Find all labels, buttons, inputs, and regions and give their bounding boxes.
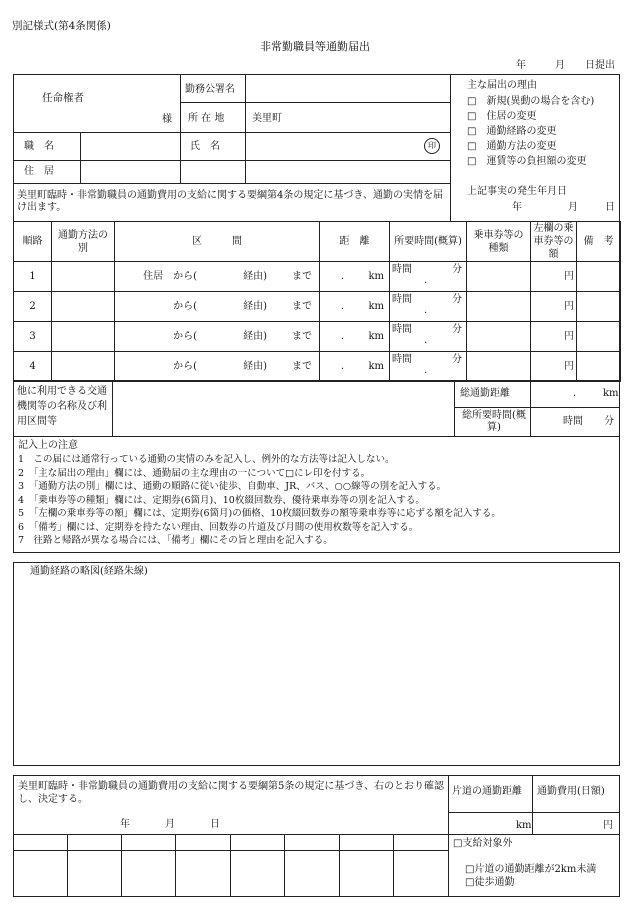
total-time-label: 総所要時間(概算) (462, 410, 526, 433)
walking-checkbox[interactable]: □徒歩通勤 (465, 877, 515, 888)
distance-cell[interactable] (320, 292, 390, 322)
dept-label: 勤務公署名 (185, 84, 235, 95)
stamp-divider (67, 834, 68, 897)
other-transport-field[interactable] (113, 381, 453, 435)
note-item: 6 「備考」欄には、定期券を持たない理由、回数券の片道及び月間の使用枚数等を記入する。 (18, 521, 419, 533)
col-method: 通勤方法の別 (52, 222, 115, 262)
hour-unit: 時間 (392, 324, 412, 335)
reasons-title: 主な届出の理由 (467, 80, 537, 91)
time-cell[interactable] (390, 292, 467, 322)
remarks-cell[interactable] (577, 262, 621, 292)
position-label: 職 名 (24, 141, 54, 152)
time-cell[interactable] (390, 322, 467, 352)
time-dot: . (424, 335, 428, 346)
col-time: 所要時間(概算) (390, 222, 467, 262)
note-item: 7 往路と帰路が異なる場合には、「備考」欄にその旨と理由を記入する。 (18, 535, 333, 546)
col-seq: 順路 (14, 222, 52, 262)
distance-dot: . (340, 301, 344, 312)
sama-label: 様 (162, 114, 172, 125)
yen-unit: 円 (564, 271, 574, 282)
table-row (14, 322, 621, 352)
distance-dot: . (340, 331, 344, 342)
submit-month-label: 月 (555, 60, 565, 71)
from-text: から( (173, 331, 197, 342)
hour-unit: 時間 (392, 294, 412, 305)
col-remarks: 備 考 (577, 222, 621, 262)
ticket-cell[interactable] (467, 292, 531, 322)
time-dot: . (424, 365, 428, 376)
confirm-year: 年 (120, 819, 130, 830)
minute-unit: 分 (452, 354, 462, 365)
confirm-day: 日 (210, 819, 220, 830)
daily-cost-yen-unit: 円 (603, 820, 613, 831)
fare-cell[interactable] (531, 352, 577, 382)
method-cell[interactable] (52, 292, 115, 322)
declaration-text: 美里町臨時・非常勤職員の通勤費用の支給に関する要綱第4条の規定に基づき、通勤の実情を届け出ます。 (17, 190, 443, 213)
from-text: から( (173, 301, 197, 312)
remarks-cell[interactable] (577, 292, 621, 322)
method-cell[interactable] (52, 262, 115, 292)
confirm-month: 月 (165, 819, 175, 830)
occurrence-label: 上記事実の発生年月日 (467, 186, 567, 197)
via-text: 経由) (243, 271, 267, 282)
route-table (13, 221, 621, 382)
occurrence-day: 日 (605, 202, 615, 213)
section-cell[interactable] (115, 352, 320, 382)
occurrence-month: 月 (568, 202, 578, 213)
distance-dot: . (340, 361, 344, 372)
km-unit: km (368, 301, 384, 312)
stamp-divider (393, 834, 394, 897)
to-text: まで (292, 301, 312, 312)
yen-unit: 円 (564, 331, 574, 342)
section-cell[interactable] (115, 292, 320, 322)
stamp-divider (339, 834, 340, 897)
route-no: 4 (14, 352, 52, 382)
dept-field[interactable] (246, 75, 449, 101)
col-ticket: 乗車券等の種類 (467, 222, 531, 262)
ticket-cell[interactable] (467, 262, 531, 292)
distance-cell[interactable] (320, 262, 390, 292)
from-text: 住居 から( (143, 271, 197, 282)
reason-new-checkbox[interactable]: □ 新規(異動の場合を含む) (467, 96, 595, 107)
ticket-cell[interactable] (467, 352, 531, 382)
one-way-distance-label: 片道の通勤距離 (452, 786, 522, 797)
route-no: 1 (14, 262, 52, 292)
via-text: 経由) (243, 331, 267, 342)
col-section: 区 間 (115, 222, 320, 262)
stamp-divider (175, 834, 176, 897)
route-no: 2 (14, 292, 52, 322)
seal-mark: 印 (424, 138, 440, 154)
minute-unit: 分 (452, 324, 462, 335)
total-distance-dot: . (573, 388, 577, 399)
remarks-cell[interactable] (577, 352, 621, 382)
reason-method-checkbox[interactable]: □ 通勤方法の変更 (467, 141, 557, 152)
total-time-hour: 時間 (563, 416, 583, 427)
confirmation-text: 美里町臨時・非常勤職員の通勤費用の支給に関する要綱第5条の規定に基づき、右のとおり確認し、決定する。 (18, 781, 444, 805)
distance-dot: . (340, 271, 344, 282)
occurrence-year: 年 (512, 202, 522, 213)
to-text: まで (292, 361, 312, 372)
hour-unit: 時間 (392, 264, 412, 275)
fare-cell[interactable] (531, 262, 577, 292)
table-row (14, 292, 621, 322)
under-2km-checkbox[interactable]: □片道の通勤距離が2km未満 (465, 864, 597, 875)
reason-route-checkbox[interactable]: □ 通勤経路の変更 (467, 126, 557, 137)
time-dot: . (424, 275, 428, 286)
stamp-divider (230, 834, 231, 897)
position-field[interactable] (81, 133, 179, 159)
form-title: 非常勤職員等通勤届出 (260, 40, 370, 53)
remarks-cell[interactable] (577, 322, 621, 352)
note-item: 4 「乗車券等の種類」欄には、定期券(6箇月)、10枚綴回数券、優待乗車券等の別を記入する。 (18, 494, 425, 506)
note-item: 2 「主な届出の理由」欄には、通勤届の主な理由の一について□にレ印を付する。 (18, 467, 371, 479)
fare-cell[interactable] (531, 292, 577, 322)
km-unit: km (368, 271, 384, 282)
route-no: 3 (14, 322, 52, 352)
name-label: 氏 名 (190, 141, 220, 152)
form-number: 別記様式(第4条関係) (12, 20, 111, 32)
ticket-cell[interactable] (467, 322, 531, 352)
method-cell[interactable] (52, 322, 115, 352)
yen-unit: 円 (564, 361, 574, 372)
table-row (14, 262, 621, 292)
total-distance-km: km (603, 388, 619, 399)
km-unit: km (368, 361, 384, 372)
appointer-label: 任命権者 (42, 92, 84, 104)
to-text: まで (292, 331, 312, 342)
note-item: 1 この届には通常行っている通勤の実情のみを記入し、例外的な方法等は記入しない。 (18, 454, 395, 465)
location-label: 所 在 地 (188, 113, 225, 124)
other-transport-label: 他に利用できる交通機関等の名称及び利用区間等 (17, 386, 107, 427)
col-fare: 左欄の乗車券等の額 (531, 222, 577, 262)
minute-unit: 分 (452, 294, 462, 305)
name-field[interactable] (246, 133, 421, 159)
table-row (14, 352, 621, 382)
section-cell[interactable] (115, 322, 320, 352)
not-eligible-checkbox[interactable]: □支給対象外 (453, 838, 513, 849)
reason-address-checkbox[interactable]: □ 住居の変更 (467, 111, 537, 122)
notes-title: 記入上の注意 (18, 440, 78, 451)
address-field[interactable] (81, 161, 449, 182)
fare-cell[interactable] (531, 322, 577, 352)
col-distance: 距 離 (320, 222, 390, 262)
time-dot: . (424, 305, 428, 316)
route-map-title: 通勤経路の略図(経路朱線) (30, 566, 148, 577)
method-cell[interactable] (52, 352, 115, 382)
stamp-divider (284, 834, 285, 897)
one-way-km-unit: km (516, 820, 532, 831)
note-item: 3 「通勤方法の別」欄には、通勤の順路に従い徒歩、自動車、JR、バス、○○線等の別を記入する。 (18, 481, 447, 492)
to-text: まで (292, 271, 312, 282)
total-distance-label: 総通勤距離 (460, 388, 510, 399)
time-cell[interactable] (390, 352, 467, 382)
reason-fare-checkbox[interactable]: □ 運賃等の負担額の変更 (467, 156, 587, 167)
hour-unit: 時間 (392, 354, 412, 365)
distance-cell[interactable] (320, 352, 390, 382)
via-text: 経由) (243, 361, 267, 372)
stamp-divider (121, 834, 122, 897)
location-value[interactable]: 美里町 (252, 113, 282, 124)
km-unit: km (368, 331, 384, 342)
via-text: 経由) (243, 301, 267, 312)
route-map-area[interactable] (13, 562, 620, 766)
daily-cost-label: 通勤費用(日額) (537, 786, 605, 797)
notes-list (18, 453, 501, 548)
reasons-list (467, 94, 594, 169)
address-label: 住 居 (24, 166, 54, 177)
from-text: から( (173, 361, 197, 372)
yen-unit: 円 (564, 301, 574, 312)
submit-day-label: 日提出 (585, 60, 615, 71)
time-cell[interactable] (390, 262, 467, 292)
section-cell[interactable] (115, 262, 320, 292)
submit-year-label: 年 (516, 60, 526, 71)
minute-unit: 分 (452, 264, 462, 275)
distance-cell[interactable] (320, 322, 390, 352)
total-time-min: 分 (604, 416, 614, 427)
note-item: 5 「左欄の乗車券等の額」欄には、定期券(6箇月)の価格、10枚綴回数券の額等乗車券等に応ずる額を記入する。 (18, 508, 501, 519)
